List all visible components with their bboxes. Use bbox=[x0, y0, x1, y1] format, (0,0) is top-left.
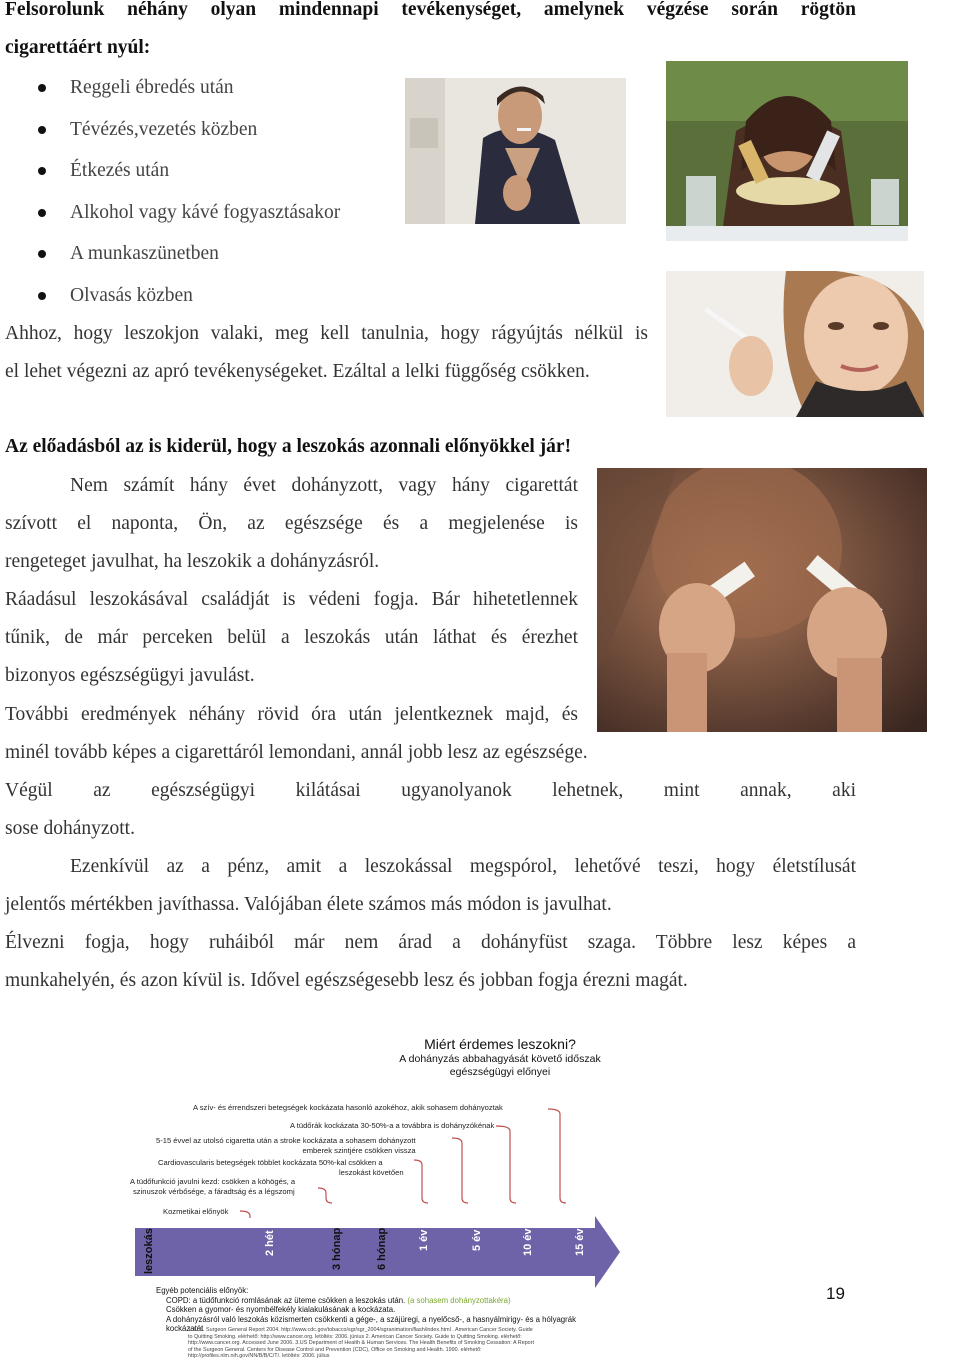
reference-line: of the Surgeon General. Centers for Disease Control and Prevention (CDC), Office on Smoking and Health. 1990. elérhető: bbox=[188, 1346, 482, 1353]
bullet-icon bbox=[38, 250, 46, 258]
bullet-icon bbox=[38, 84, 46, 92]
timeline-label: 2 hét bbox=[264, 1230, 276, 1256]
text-line: jelentős mértékben javíthassa. Valójában élete számos más módon is javulhat. bbox=[5, 894, 612, 916]
photo-woman-with-cigarette bbox=[666, 271, 924, 417]
text-line: tűnik, de már perceken belül a leszokás után láthat és érezhet bbox=[5, 627, 578, 649]
reference-line: http://www.cancer.org. Accessed June 2006. 3.US Department of Health & Human Services. The Health Benefits of Smoking Cessation: A Report bbox=[188, 1340, 534, 1346]
text-line: rengeteget javulhat, ha leszokik a dohányzásról. bbox=[5, 551, 380, 573]
list-item: Reggeli ébredés után bbox=[5, 70, 385, 112]
list-item: Étkezés után bbox=[5, 153, 385, 195]
photo-woman-drinking bbox=[666, 61, 908, 241]
list-item: Tévézés,vezetés közben bbox=[5, 112, 385, 154]
infographic-item: A szív- és érrendszeri betegségek kockázata hasonló azokéhoz, akik sohasem dohányoztak bbox=[193, 1103, 503, 1112]
text-line: Ráadásul leszokásával családját is védeni fogja. Bár hihetetlennek bbox=[5, 589, 578, 611]
benefit-cancer: A dohányzásról való leszokás közismerten csökkenti a gége-, a szájüregi, a nyelőcső-, a hasnyálmirigy- és a hólyagrák bbox=[166, 1314, 576, 1324]
text-line: sose dohányzott. bbox=[5, 817, 135, 839]
timeline-label: 6 hónap bbox=[376, 1227, 388, 1270]
infographic-item: 5-15 évvel az utolsó cigaretta után a stroke kockázata a sohasem dohányzott emberek szintjére csökken vissza bbox=[156, 1136, 416, 1155]
text-line: minél tovább képes a cigarettáról lemondani, annál jobb lesz az egészsége. bbox=[5, 741, 588, 763]
infographic-item: Kozmetikai előnyök bbox=[163, 1207, 229, 1216]
paragraph-benefits bbox=[5, 467, 856, 1000]
intro-line-2: cigarettáért nyúl: bbox=[5, 37, 151, 58]
timeline-label: 1 év bbox=[418, 1229, 430, 1251]
other-benefits-title: Egyéb potenciális előnyök: bbox=[156, 1286, 249, 1295]
list-item: Olvasás közben bbox=[5, 278, 385, 320]
list-item: A munkaszünetben bbox=[5, 236, 385, 278]
text-line: munkahelyén, és azon kívül is. Idővel egészségesebb lesz és jobban fogja érezni magát. bbox=[5, 970, 688, 992]
reference-line: http://profiles.nlm.nih.gov/NN/B/B/C/T/. letöltés: 2006. július bbox=[188, 1353, 330, 1359]
reference-line: 1. U.S. Surgeon General Report 2004. http://www.cdc.gov/tobacco/sgr/sgr_2004/sgranimation/flash/index.html . American Cancer Society. Guide bbox=[188, 1327, 533, 1333]
timeline-label: leszokás bbox=[143, 1228, 155, 1274]
habit-list bbox=[5, 70, 385, 319]
infographic-title: Miért érdemes leszokni? bbox=[424, 1036, 576, 1052]
timeline-label: 10 év bbox=[522, 1228, 534, 1256]
timeline-label: 15 év bbox=[574, 1228, 586, 1256]
text-line: bizonyos egészségügyi javulást. bbox=[5, 665, 255, 687]
page-number: 19 bbox=[826, 1284, 845, 1303]
bullet-icon bbox=[38, 292, 46, 300]
benefit-copd: COPD: a tüdőfunkció romlásának az üteme csökken a leszokás után. (a sohasem dohányzottakéra) bbox=[166, 1295, 511, 1305]
photo-man-lighting-cigarette bbox=[405, 78, 626, 224]
text-line: Végül az egészségügyi kilátásai ugyanolyanok lehetnek, mint annak, aki bbox=[5, 779, 856, 801]
intro-heading bbox=[5, 0, 856, 67]
timeline-label: 5 év bbox=[471, 1229, 483, 1251]
text-line: szívott el naponta, Ön, az egészsége és a megjelenése is bbox=[5, 513, 578, 535]
infographic-subtitle: A dohányzás abbahagyását követő időszak egészségügyi előnyei bbox=[399, 1053, 601, 1078]
intro-line-1: Felsorolunk néhány olyan mindennapi tevékenységet, amelynek végzése során rögtön bbox=[5, 0, 856, 20]
reference-line: to Quitting Smoking. elérhető: http://www.cancer.org. letöltés: 2006. június 2. American Cancer Society. Guide to Quitting Smoking. elérhető: bbox=[188, 1333, 522, 1340]
text-line: Élvezni fogja, hogy ruháiból már nem árad a dohányfüst szaga. Többre lesz képes a bbox=[5, 932, 856, 954]
paragraph-habits bbox=[5, 315, 648, 390]
infographic-item: A tüdőfunkció javulni kezd: csökken a köhögés, a szinuszok vérbősége, a fáradtság és a légszomj bbox=[130, 1177, 296, 1196]
timeline-label: 3 hónap bbox=[331, 1227, 343, 1270]
infographic-why-quit bbox=[0, 1030, 960, 1360]
bullet-icon bbox=[38, 167, 46, 175]
infographic-item: A tüdőrák kockázata 30-50%-a a továbbra is dohányzókénak bbox=[290, 1121, 495, 1130]
benefits-heading: Az előadásból az is kiderül, hogy a leszokás azonnali előnyökkel jár! bbox=[5, 436, 572, 457]
benefit-cancer-end: kockázatát bbox=[166, 1324, 204, 1333]
bullet-icon bbox=[38, 126, 46, 134]
text-line: Ezenkívül az a pénz, amit a leszokással megspórol, lehetővé teszi, hogy életstílusát bbox=[70, 855, 856, 877]
text-line: el lehet végezni az apró tevékenységeket. Ezáltal a lelki függőség csökken. bbox=[5, 360, 590, 382]
benefit-ulcer: Csökken a gyomor- és nyombélfekély kialakulásának a kockázata. bbox=[166, 1305, 396, 1314]
infographic-item: Cardiovascularis betegségek többlet kockázata 50%-kal csökken a leszokást követően bbox=[158, 1158, 404, 1177]
text-line: További eredmények néhány rövid óra után jelentkeznek majd, és bbox=[5, 703, 578, 725]
text-line: Ahhoz, hogy leszokjon valaki, meg kell tanulnia, hogy rágyújtás nélkül is bbox=[5, 323, 648, 344]
bullet-icon bbox=[38, 209, 46, 217]
list-item: Alkohol vagy kávé fogyasztásakor bbox=[5, 195, 385, 237]
text-line: Nem számít hány évet dohányzott, vagy hány cigarettát bbox=[70, 475, 578, 496]
